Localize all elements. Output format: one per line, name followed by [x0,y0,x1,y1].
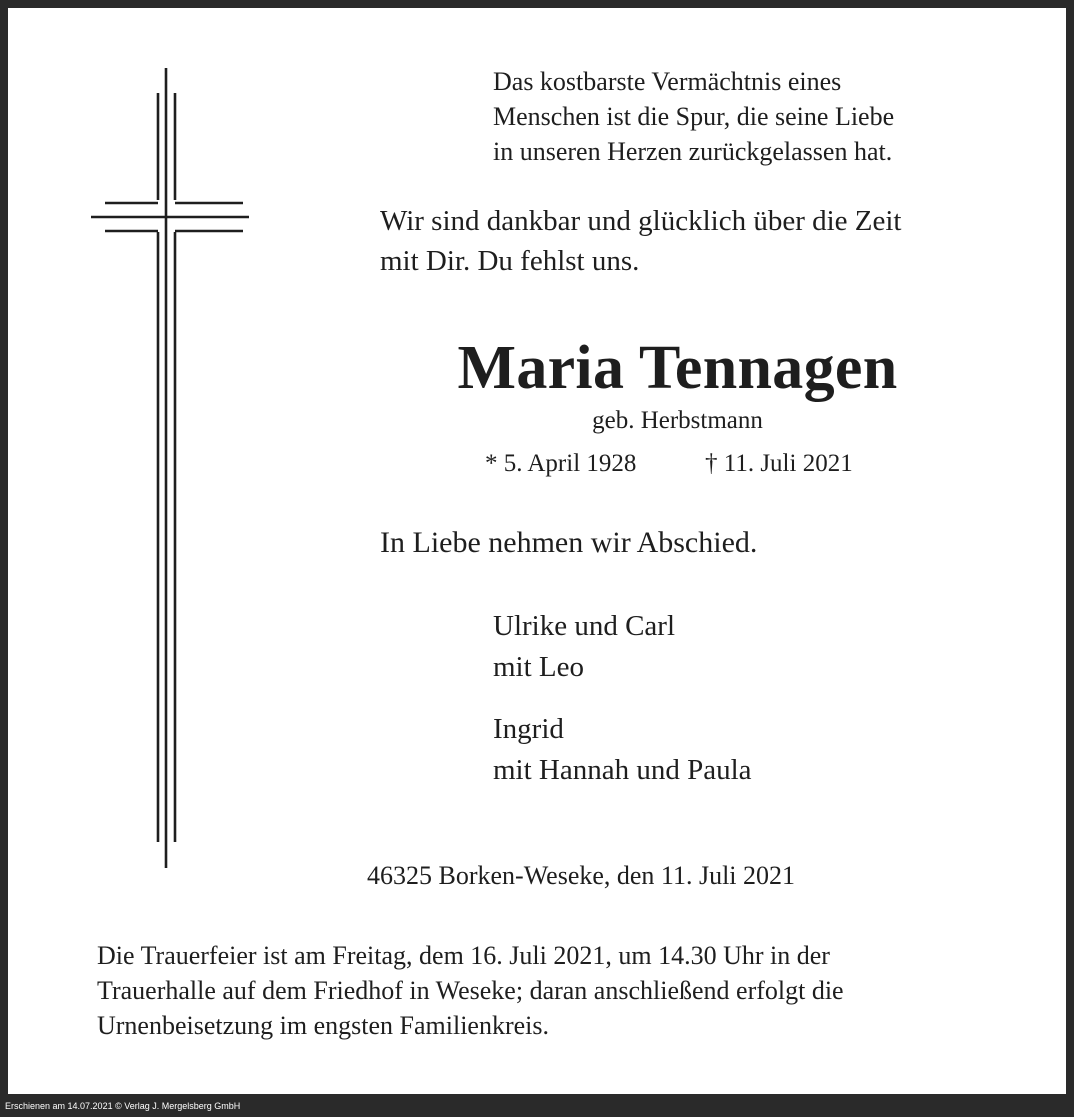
mourner-name: Ulrike und Carl [493,610,676,642]
obituary-notice [8,8,1066,1094]
death-date: † 11. Juli 2021 [705,450,853,477]
quote-line: Das kostbarste Vermächtnis eines [493,67,842,96]
service-info [97,938,844,1043]
thanks-line: mit Dir. Du fehlst uns. [380,245,640,277]
birth-date: * 5. April 1928 [485,450,637,477]
thanks-line: Wir sind dankbar und glücklich über die Zeit [380,205,902,237]
mourner-group [493,606,752,688]
maiden-name: geb. Herbstmann [592,407,763,434]
place-date: 46325 Borken-Weseke, den 11. Juli 2021 [367,861,796,890]
publication-footer: Erschienen am 14.07.2021 © Verlag J. Mergelsberg GmbH [5,1101,241,1111]
service-line: Urnenbeisetzung im engsten Familienkreis. [97,1011,550,1040]
mourner-with: mit Leo [493,651,585,683]
service-line: Die Trauerfeier ist am Freitag, dem 16. Juli 2021, um 14.30 Uhr in der [97,941,830,970]
mourner-group [493,709,752,791]
service-line: Trauerhalle auf dem Friedhof in Weseke; daran anschließend erfolgt die [97,976,844,1005]
quote-line: in unseren Herzen zurückgelassen hat. [493,137,893,166]
mourners-list [493,606,752,812]
thanks-text [380,201,902,281]
deceased-name: Maria Tennagen [457,334,898,402]
cross-icon [83,60,253,870]
quote-line: Menschen ist die Spur, die seine Liebe [493,102,895,131]
mourner-with: mit Hannah und Paula [493,754,752,786]
mourner-name: Ingrid [493,713,564,745]
quote [493,64,894,169]
farewell-text: In Liebe nehmen wir Abschied. [380,526,758,559]
